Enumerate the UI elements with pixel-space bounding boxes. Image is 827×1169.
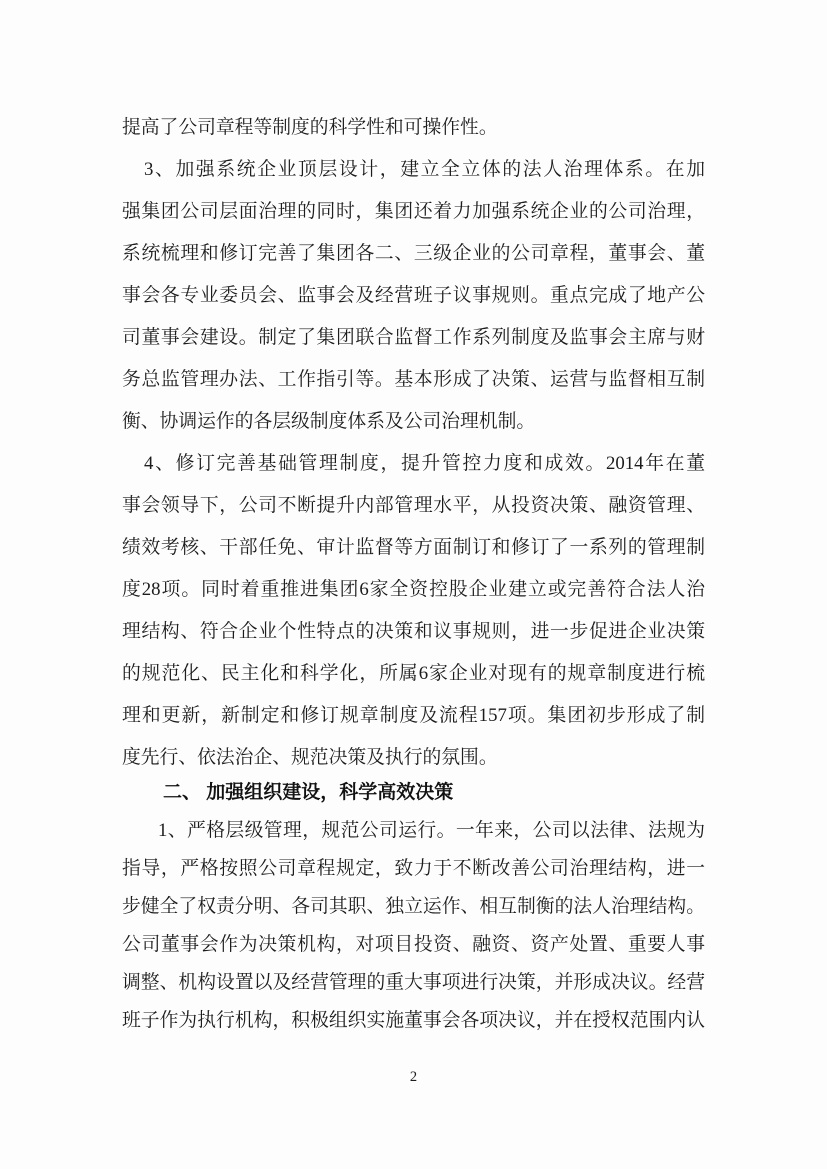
text-line: 度先行、依法治企、规范决策及执行的氛围。 [122, 747, 498, 768]
text-line: 指导，严格按照公司章程规定，致力于不断改善公司治理结构，进一 [122, 858, 705, 879]
body-text-section-2 [122, 774, 705, 1040]
text-line: 步健全了权责分明、各司其职、独立运作、相互制衡的法人治理结构。 [122, 896, 705, 917]
text-line: 绩效考核、干部任免、审计监督等方面制订和修订了一系列的管理制 [122, 537, 705, 558]
text-line: 务总监管理办法、工作指引等。基本形成了决策、运营与监督相互制 [122, 369, 705, 390]
text-line: 事会领导下，公司不断提升内部管理水平，从投资决策、融资管理、 [122, 495, 705, 516]
text-line: 强集团公司层面治理的同时，集团还着力加强系统企业的公司治理， [122, 201, 705, 222]
text-line: 的规范化、民主化和科学化，所属6家企业对现有的规章制度进行梳 [122, 663, 705, 684]
text-line: 理结构、符合企业个性特点的决策和议事规则，进一步促进企业决策 [122, 621, 705, 642]
page-number: 2 [409, 1069, 418, 1085]
text-line: 公司董事会作为决策机构，对项目投资、融资、资产处置、重要人事 [122, 934, 705, 955]
text-line: 调整、机构设置以及经营管理的重大事项进行决策，并形成决议。经营 [122, 972, 705, 993]
section-heading: 二、 加强组织建设，科学高效决策 [163, 782, 454, 803]
text-line: 3、加强系统企业顶层设计，建立全立体的法人治理体系。在加 [144, 159, 705, 180]
text-line: 衡、协调运作的各层级制度体系及公司治理机制。 [122, 411, 536, 432]
text-line: 度28项。同时着重推进集团6家全资控股企业建立或完善符合法人治 [122, 579, 705, 600]
text-line: 4、修订完善基础管理制度，提升管控力度和成效。2014年在董 [144, 453, 705, 474]
text-line: 系统梳理和修订完善了集团各二、三级企业的公司章程，董事会、董 [122, 243, 705, 264]
text-line: 1、严格层级管理，规范公司运行。一年来，公司以法律、法规为 [158, 820, 705, 841]
body-text-section-1 [122, 107, 705, 779]
text-line: 提高了公司章程等制度的科学性和可操作性。 [122, 117, 498, 138]
text-line: 班子作为执行机构，积极组织实施董事会各项决议，并在授权范围内认 [122, 1010, 705, 1031]
text-line: 司董事会建设。制定了集团联合监督工作系列制度及监事会主席与财 [122, 327, 705, 348]
text-line: 理和更新，新制定和修订规章制度及流程157项。集团初步形成了制 [122, 705, 705, 726]
text-line: 事会各专业委员会、监事会及经营班子议事规则。重点完成了地产公 [122, 285, 705, 306]
